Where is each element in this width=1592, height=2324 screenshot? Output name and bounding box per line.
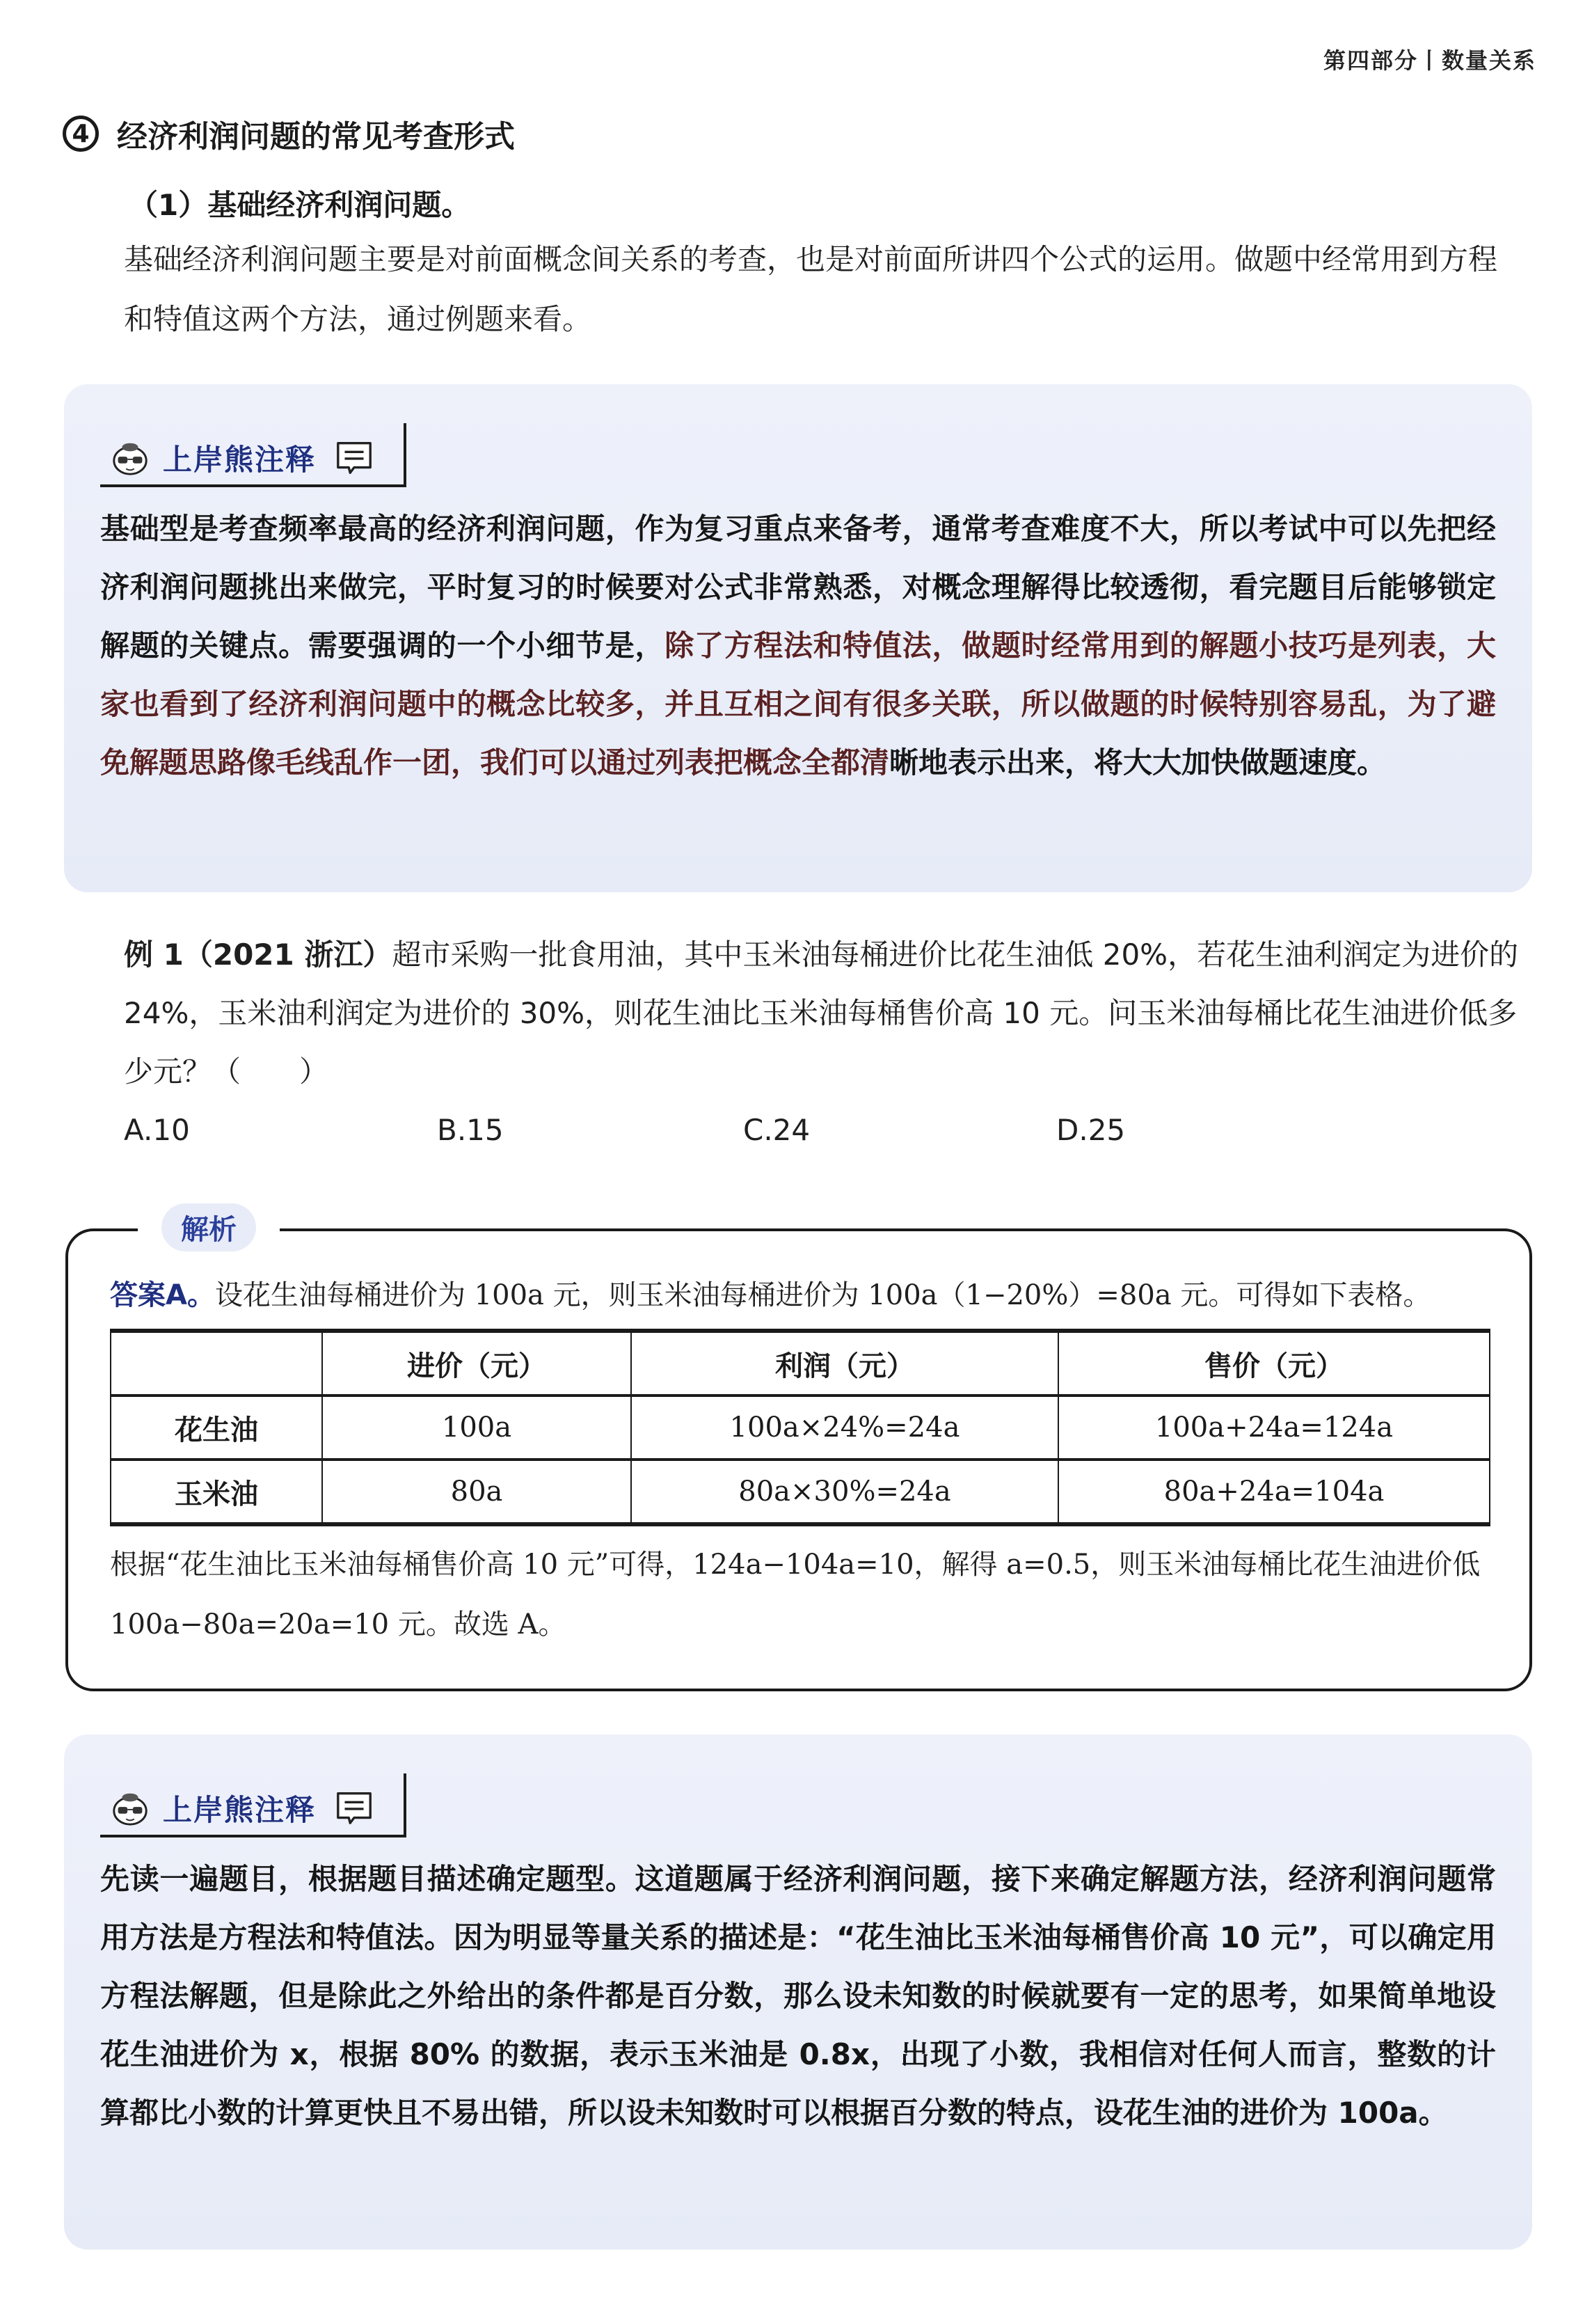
note-title: 上岸熊注释 <box>163 443 317 477</box>
note-box-1 <box>64 384 1532 892</box>
comment-bubble-icon <box>334 438 374 478</box>
analysis-box <box>65 1214 1532 1691</box>
analysis-label: 解析 <box>161 1203 256 1251</box>
bear-icon <box>110 1788 150 1828</box>
section-title: 经济利润问题的常见考查形式 <box>117 119 515 155</box>
section-number: 4 <box>63 116 99 152</box>
table-cell: 玉米油 <box>111 1460 322 1524</box>
example-tag: 例 1（2021 浙江） <box>124 938 392 972</box>
table-header: 售价（元） <box>1058 1331 1490 1396</box>
note-header <box>100 432 406 487</box>
table-cell: 100a+24a=124a <box>1058 1396 1490 1460</box>
table-cell: 80a+24a=104a <box>1058 1460 1490 1524</box>
section-heading <box>63 111 515 156</box>
answer-options <box>124 1101 1522 1160</box>
analysis-conclusion: 根据“花生油比玉米油每桶售价高 10 元”可得，124a−104a=10，解得 a=0.5，则玉米油每桶比花生油进价低 100a−80a=20a=10 元。故选 A。 <box>110 1549 1481 1641</box>
table-header: 利润（元） <box>631 1331 1058 1396</box>
table-row <box>111 1460 1490 1524</box>
answer-text: 设花生油每桶进价为 100a 元，则玉米油每桶进价为 100a（1−20%）=80a 元。可得如下表格。 <box>214 1279 1431 1311</box>
note-text: 基础型是考查频率最高的经济利润问题，作为复习重点来备考，通常考查难度不大，所以考试中可以先把经济利润问题挑出来做完，平时复习的时候要对公式非常熟悉，对概念理解得比较透彻，看完题目后能够锁定解题的关键点。需要强调的一个小细节是， <box>100 512 1496 663</box>
intro-paragraph: 基础经济利润问题主要是对前面概念间关系的考查，也是对前面所讲四个公式的运用。做题中经常用到方程和特值这两个方法，通过例题来看。 <box>124 242 1498 336</box>
option-c: C.24 <box>743 1113 811 1147</box>
note-header <box>100 1782 406 1837</box>
running-head: 第四部分丨数量关系 <box>1323 47 1536 74</box>
question-body: 超市采购一批食用油，其中玉米油每桶进价比花生油低 20%，若花生油利润定为进价的 24%，玉米油利润定为进价的 30%，则花生油比玉米油每桶售价高 10 元。问玉米油每桶比花生油进价低多少元？（ ） <box>124 938 1519 1089</box>
note-highlight-text: 除了方程法和特值法，做题时经常用到的解题小技巧是列表，大家也看到了经济利润问题中的概念比较多，并且互相之间有很多关联，所以做题的时候特别容易乱，为了避免解题思路像毛线乱作一团，我们可以通过列表把概念全都清 <box>100 629 1496 780</box>
example-question <box>124 926 1522 1160</box>
note-body: 先读一遍题目，根据题目描述确定题型。这道题属于经济利润问题，接下来确定解题方法，经济利润问题常用方法是方程法和特值法。因为明显等量关系的描述是：“花生油比玉米油每桶售价高 10 元”，可以确定用方程法解题，但是除此之外给出的条件都是百分数，那么设未知数的时候就要有一定的思考，如果简单地设花生油进价为 x，根据 80% 的数据，表示玉米油是 0.8x，出现了小数，我相信对任何人而言，整数的计算都比小数的计算更快且不易出错，所以设未知数时可以根据百分数的特点，设花生油的进价为 100a。 <box>100 1862 1496 2130</box>
answer-line <box>110 1273 1502 1313</box>
table-header: 进价（元） <box>322 1331 631 1396</box>
table-cell: 100a×24%=24a <box>631 1396 1058 1460</box>
table-cell: 花生油 <box>111 1396 322 1460</box>
note-body <box>100 500 1496 792</box>
table-row <box>111 1396 1490 1460</box>
table-cell: 100a <box>322 1396 631 1460</box>
subsection-title: （1）基础经济利润问题。 <box>129 188 471 222</box>
note-title: 上岸熊注释 <box>163 1793 317 1827</box>
question-text <box>124 926 1522 1101</box>
table-cell: 80a <box>322 1460 631 1524</box>
analysis-tab <box>138 1203 280 1251</box>
calculation-table <box>110 1329 1490 1526</box>
option-b: B.15 <box>437 1113 504 1147</box>
answer-label: 答案A。 <box>110 1279 215 1311</box>
comment-bubble-icon <box>334 1788 374 1828</box>
option-a: A.10 <box>124 1113 190 1147</box>
note-text-end: 晰地表示出来，将大大加快做题速度。 <box>889 745 1387 780</box>
option-d: D.25 <box>1056 1113 1126 1147</box>
table-cell: 80a×30%=24a <box>631 1460 1058 1524</box>
table-header <box>111 1331 322 1396</box>
note-box-2 <box>64 1734 1532 2250</box>
bear-icon <box>110 438 150 478</box>
table-header-row <box>111 1331 1490 1396</box>
